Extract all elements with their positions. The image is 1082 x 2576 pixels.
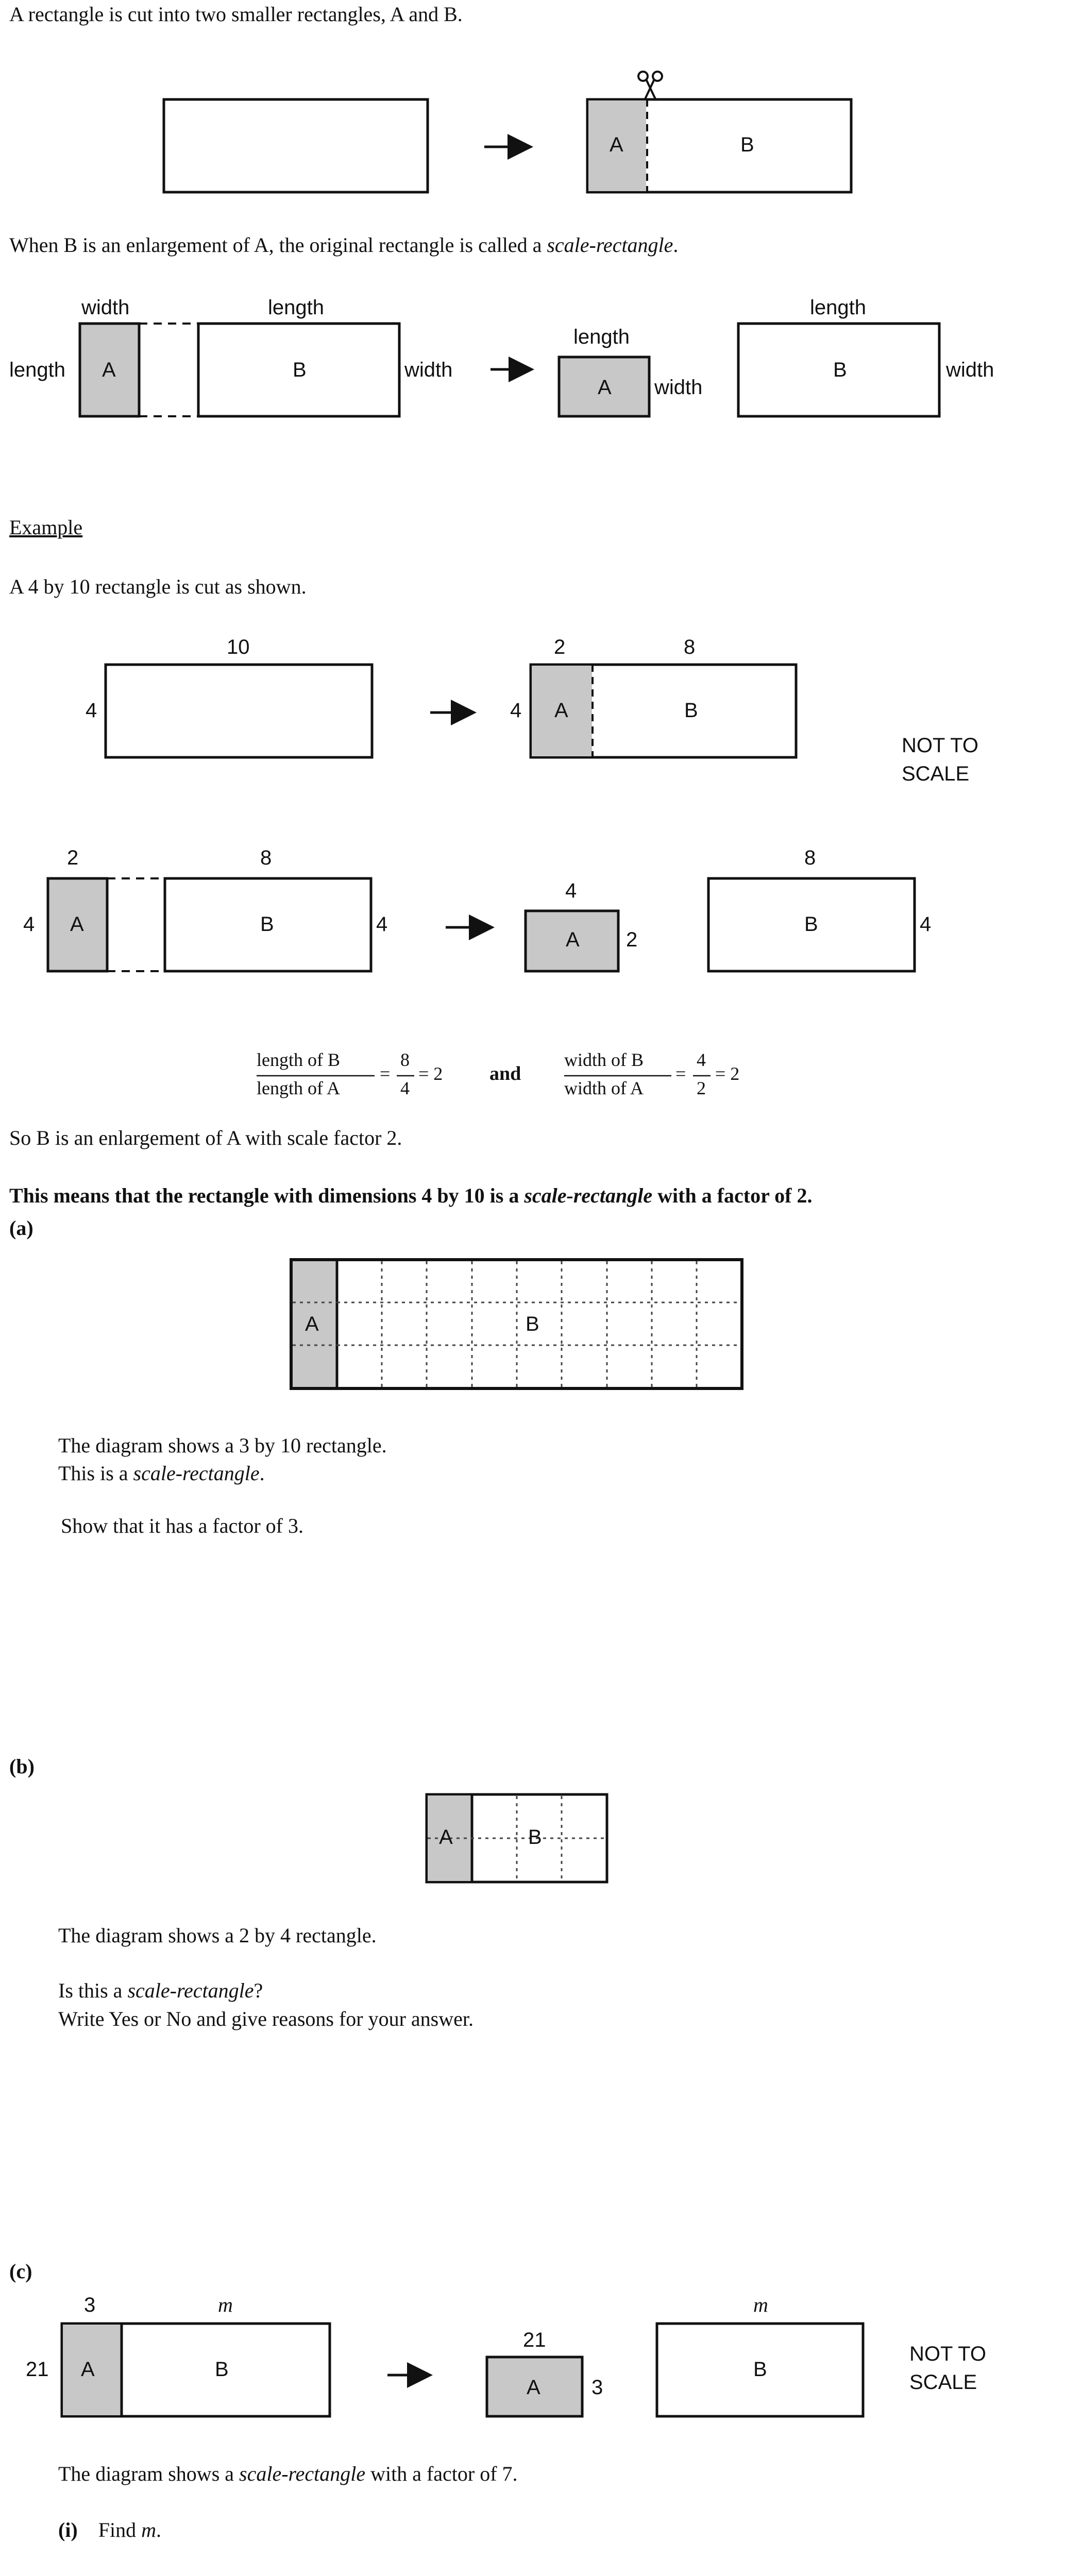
example-original-rectangle bbox=[106, 665, 372, 757]
part-b-line-1: The diagram shows a 2 by 4 rectangle. bbox=[58, 1924, 377, 1947]
label-length-left: length bbox=[9, 359, 65, 381]
example-heading: Example bbox=[9, 516, 83, 539]
frac1-numerator: length of B bbox=[257, 1049, 340, 1070]
label-B: B bbox=[528, 1826, 542, 1849]
part-b-label: (b) bbox=[9, 1755, 35, 1778]
frac1-denominator: length of A bbox=[257, 1078, 340, 1098]
label-4: 4 bbox=[376, 913, 388, 936]
label-3: 3 bbox=[84, 2294, 96, 2316]
scissors-icon bbox=[638, 72, 662, 99]
part-c-i: (i) Find m. bbox=[58, 2518, 162, 2541]
label-4: 4 bbox=[510, 699, 522, 722]
label-A: A bbox=[439, 1826, 453, 1849]
part-a-line-1: The diagram shows a 3 by 10 rectangle. bbox=[58, 1434, 387, 1457]
label-3: 3 bbox=[591, 2376, 603, 2399]
label-21: 21 bbox=[523, 2329, 546, 2351]
label-A: A bbox=[102, 359, 116, 381]
label-width-small: width bbox=[654, 376, 703, 399]
not-to-scale-1: NOT TO bbox=[902, 734, 978, 757]
label-4: 4 bbox=[23, 913, 35, 936]
frac2-result: = 2 bbox=[715, 1063, 740, 1084]
label-10: 10 bbox=[227, 636, 250, 658]
intro-line-1: A rectangle is cut into two smaller rectangles, A and B. bbox=[9, 3, 463, 26]
not-to-scale-2: SCALE bbox=[909, 2371, 977, 2394]
label-length-small: length bbox=[573, 326, 630, 348]
label-4: 4 bbox=[565, 879, 577, 902]
frac2-eq-num: 4 bbox=[697, 1049, 706, 1070]
label-B: B bbox=[215, 2358, 229, 2381]
example-bold-statement: This means that the rectangle with dimensions 4 by 10 is a scale-rectangle with a factor of 2. bbox=[9, 1184, 813, 1207]
label-length: length bbox=[268, 296, 324, 319]
frac2-denominator: width of A bbox=[564, 1078, 644, 1098]
frac1-eq-den: 4 bbox=[400, 1078, 410, 1098]
part-a-label: (a) bbox=[9, 1216, 33, 1240]
part-a-line-2: This is a scale-rectangle. bbox=[58, 1462, 265, 1485]
intro-original-rectangle bbox=[164, 99, 428, 192]
part-b-line-3: Write Yes or No and give reasons for your answer. bbox=[58, 2007, 474, 2030]
frac2-eq-den: 2 bbox=[697, 1078, 706, 1098]
label-B: B bbox=[804, 913, 818, 936]
and-label: and bbox=[489, 1063, 521, 1084]
equals: = bbox=[380, 1063, 391, 1084]
label-B: B bbox=[293, 359, 307, 381]
example-conclusion: So B is an enlargement of A with scale factor 2. bbox=[9, 1126, 402, 1149]
not-to-scale-2: SCALE bbox=[902, 762, 970, 785]
label-A: A bbox=[554, 699, 568, 722]
label-2: 2 bbox=[67, 846, 79, 869]
part-c-stem: The diagram shows a scale-rectangle with a factor of 7. bbox=[58, 2462, 518, 2485]
label-A: A bbox=[70, 913, 84, 936]
frac1-eq-num: 8 bbox=[400, 1049, 410, 1070]
label-A: A bbox=[527, 2376, 540, 2399]
label-B: B bbox=[833, 359, 847, 381]
frac1-result: = 2 bbox=[418, 1063, 443, 1084]
label-2: 2 bbox=[554, 636, 566, 658]
label-B: B bbox=[753, 2358, 767, 2381]
label-4: 4 bbox=[86, 699, 97, 722]
label-B: B bbox=[526, 1313, 539, 1335]
label-2: 2 bbox=[626, 928, 638, 951]
label-4: 4 bbox=[920, 913, 932, 936]
label-length-right: length bbox=[810, 296, 866, 319]
equals: = bbox=[675, 1063, 686, 1084]
intro-line-2: When B is an enlargement of A, the original rectangle is called a scale-rectangle. bbox=[9, 233, 679, 257]
part-c-label: (c) bbox=[9, 2260, 32, 2283]
grid-2-by-4 bbox=[427, 1794, 607, 1882]
label-8: 8 bbox=[684, 636, 696, 658]
label-m: m bbox=[218, 2293, 233, 2316]
example-statement: A 4 by 10 rectangle is cut as shown. bbox=[9, 575, 307, 598]
label-21: 21 bbox=[26, 2358, 49, 2381]
grid-3-by-10 bbox=[291, 1260, 742, 1388]
label-B: B bbox=[684, 699, 698, 722]
part-b-line-2: Is this a scale-rectangle? bbox=[58, 1979, 263, 2002]
label-A: A bbox=[81, 2358, 95, 2381]
label-A: A bbox=[598, 376, 612, 399]
label-B: B bbox=[740, 133, 754, 156]
label-width: width bbox=[81, 296, 130, 319]
label-width-right: width bbox=[404, 359, 453, 381]
frac2-numerator: width of B bbox=[564, 1049, 644, 1070]
label-m: m bbox=[753, 2293, 768, 2316]
label-A: A bbox=[610, 133, 623, 156]
label-8: 8 bbox=[804, 846, 816, 869]
label-width-far: width bbox=[946, 359, 994, 381]
label-B: B bbox=[260, 913, 274, 936]
part-a-line-3: Show that it has a factor of 3. bbox=[61, 1514, 303, 1537]
label-A: A bbox=[305, 1313, 319, 1335]
label-8: 8 bbox=[260, 846, 272, 869]
not-to-scale-1: NOT TO bbox=[909, 2343, 986, 2365]
label-A: A bbox=[566, 928, 580, 951]
